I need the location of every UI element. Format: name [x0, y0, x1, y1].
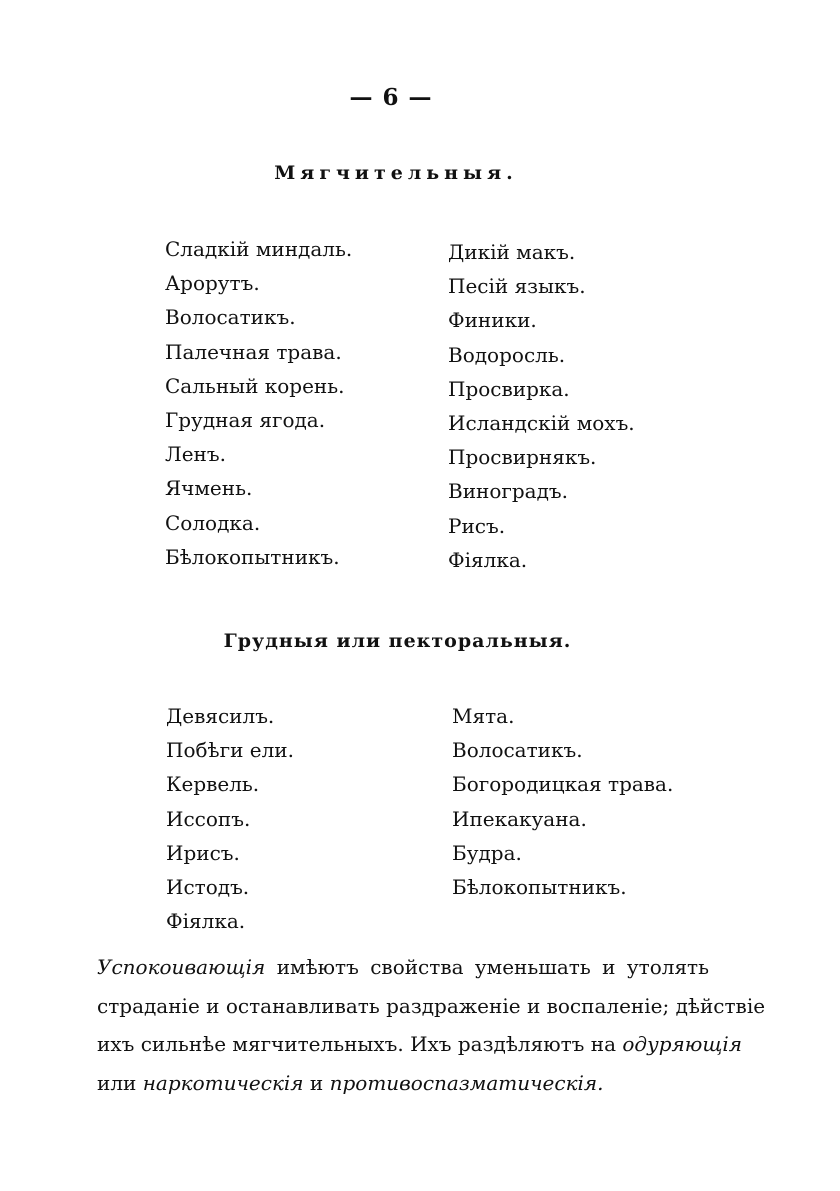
list-item: Иссопъ. [166, 806, 251, 831]
paragraph-text: страданіе и останавливать раздраженіе и воспаленіе; дѣйствіе [97, 993, 766, 1018]
list-item: Просвирнякъ. [448, 445, 597, 470]
paragraph-line [97, 948, 709, 987]
term-narcotic: наркотическія [142, 1070, 304, 1095]
list-item: Фіялка. [448, 547, 528, 572]
list-item: Ипекакуана. [452, 806, 587, 831]
list-item: Водоросль. [448, 342, 566, 367]
list-item: Сладкій миндаль. [165, 237, 353, 261]
list-item: Побѣги ели. [166, 738, 294, 763]
list-item: Исландскій мохъ. [448, 410, 635, 435]
list-item: Песій языкъ. [448, 274, 586, 299]
term-stupefying: одуряющія [622, 1032, 743, 1056]
list-item: Бѣлокопытникъ. [452, 874, 627, 899]
list-item: Виноградъ. [448, 479, 568, 504]
list-item: Дикій макъ. [448, 240, 576, 264]
section-title-pectorals: Грудныя или пекторальныя. [223, 630, 572, 652]
paragraph-text: имѣютъ свойства уменьшать и утолять [276, 955, 710, 979]
list-item: Ленъ. [165, 442, 226, 467]
term-antispasmodic: противоспазматическія. [329, 1070, 604, 1095]
pectorals-list-left [166, 699, 294, 938]
list-item: Фіялка. [166, 909, 246, 934]
list-item: Палечная трава. [165, 339, 342, 364]
list-item: Ячмень. [165, 476, 253, 501]
paragraph-text: или [97, 1070, 137, 1095]
list-item: Волосатикъ. [452, 738, 583, 763]
list-item: Сальный корень. [165, 373, 345, 398]
list-item: Финики. [448, 308, 537, 333]
list-item: Будра. [452, 840, 522, 865]
sedatives-paragraph [97, 948, 766, 1102]
list-item: Арорутъ. [165, 271, 260, 296]
page-number: — 6 — [349, 84, 433, 111]
pectorals-list-right [452, 699, 673, 904]
paragraph-text: и [309, 1070, 324, 1095]
list-item: Богородицкая трава. [452, 772, 674, 797]
list-item: Солодка. [165, 510, 261, 535]
paragraph-text: ихъ сильнѣе мягчительныхъ. Ихъ раздѣляютъ на [97, 1032, 617, 1056]
paragraph-line [97, 1025, 743, 1064]
emollients-list-right [448, 235, 635, 577]
list-item: Мята. [452, 704, 515, 728]
list-item: Кервель. [166, 772, 260, 797]
section-title-emollients: Мягчительныя. [274, 162, 518, 184]
list-item: Бѣлокопытникъ. [165, 544, 340, 569]
list-item: Ирисъ. [166, 840, 240, 865]
emollients-list-left [165, 232, 352, 574]
list-item: Грудная ягода. [165, 407, 326, 432]
paragraph-line [97, 987, 766, 1026]
list-item: Волосатикъ. [165, 305, 296, 330]
paragraph-line [97, 1064, 709, 1103]
term-sedatives: Успокоивающія [97, 955, 266, 979]
list-item: Просвирка. [448, 376, 570, 401]
list-item: Рисъ. [448, 513, 506, 538]
list-item: Девясилъ. [166, 704, 275, 728]
list-item: Истодъ. [166, 874, 250, 899]
